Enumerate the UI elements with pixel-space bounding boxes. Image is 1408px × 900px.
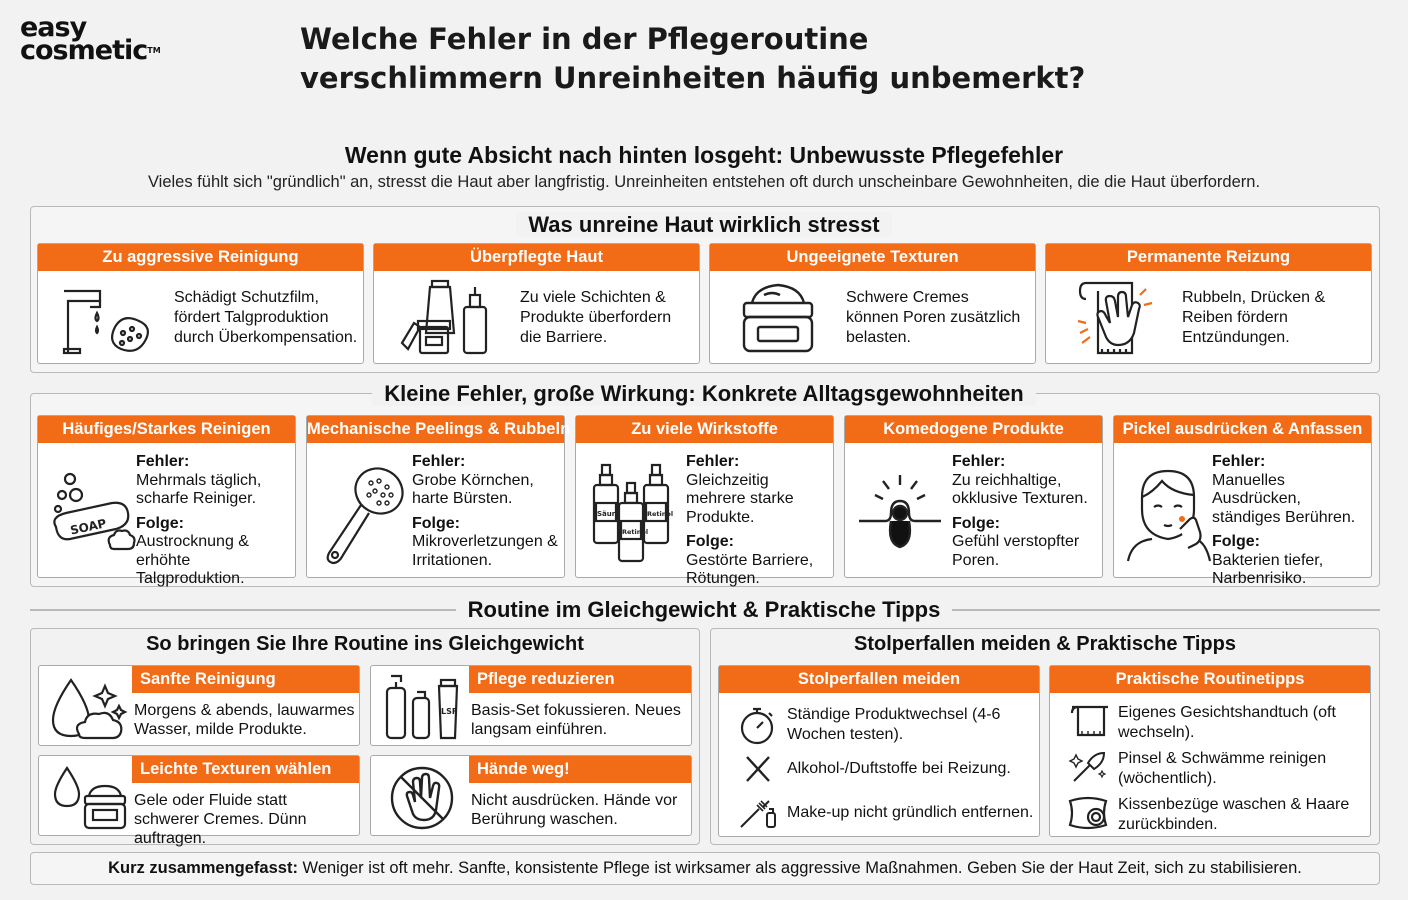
tip-header: Leichte Texturen wählen	[132, 756, 359, 783]
fehler-label: Fehler:	[952, 453, 1006, 470]
habit-card-cleansing	[37, 415, 296, 587]
tip-text: Gele oder Fluide statt schwerer Cremes. Dünn auftragen.	[134, 792, 307, 847]
folge-label: Folge:	[686, 533, 734, 550]
page-title: Welche Fehler in der Pflegeroutine verschlimmern Unreinheiten häufig unbemerkt?	[300, 22, 1086, 95]
pitfall-text: Make-up nicht gründlich entfernen.	[787, 804, 1034, 821]
summary-label: Kurz zusammengefasst:	[108, 859, 298, 877]
stopwatch-icon	[737, 705, 777, 745]
card-text: Schädigt Schutzfilm, fördert Talgproduktion durch Überkompensation.	[174, 289, 358, 346]
fehler-text: Mehrmals täglich, scharfe Reiniger.	[136, 471, 262, 507]
tip-text: Nicht ausdrücken. Hände vor Berührung waschen.	[471, 792, 678, 828]
habit-card-peeling	[306, 415, 571, 578]
fehler-label: Fehler:	[412, 453, 466, 470]
cream-jar-icon	[740, 281, 816, 355]
balance-panel-title: So bringen Sie Ihre Routine ins Gleichgewicht	[146, 633, 584, 655]
serum-label-acid: Säure	[597, 510, 620, 518]
logo-line-2-text: cosmetic	[20, 35, 148, 66]
folge-text: Gestörte Barriere, Rötungen.	[686, 551, 814, 587]
fehler-text: Zu reichhaltige, okklusive Texturen.	[952, 471, 1088, 507]
brand-logo	[20, 12, 161, 66]
card-header: Komedogene Produkte	[845, 416, 1102, 443]
pitfalls-card	[718, 665, 1040, 837]
tip-header: Pflege reduzieren	[469, 666, 691, 693]
face-brush-icon	[321, 461, 407, 567]
soap-label: SOAP	[68, 516, 108, 538]
section-routine-title-text: Routine im Gleichgewicht & Praktische Tipps	[456, 597, 953, 622]
hand-towel-icon	[1072, 277, 1166, 357]
folge-text: Gefühl verstopfter Poren.	[952, 533, 1080, 569]
card-header: Ungeeignete Texturen	[710, 244, 1035, 271]
card-text: Zu viele Schichten & Produkte überfordern die Barriere.	[520, 289, 672, 346]
folge-text: Mikroverletzungen & Irritationen.	[412, 533, 558, 569]
pitfall-text: Ständige Produktwechsel (4-6 Wochen testen).	[787, 706, 1001, 743]
card-header: Mechanische Peelings & Rubbeln	[307, 416, 564, 443]
card-header: Häufiges/Starkes Reinigen	[38, 416, 295, 443]
tip-header: Sanfte Reinigung	[132, 666, 359, 693]
card-header: Pickel ausdrücken & Anfassen	[1114, 416, 1371, 443]
card-text	[412, 453, 562, 570]
habit-card-actives	[575, 415, 834, 587]
stress-card-irritation	[1045, 243, 1372, 364]
tip-text: Basis-Set fokussieren. Neues langsam einführen.	[471, 702, 681, 738]
folge-text: Austrocknung & erhöhte Talgproduktion.	[136, 533, 249, 587]
card-text	[686, 453, 831, 589]
faucet-sponge-icon	[60, 279, 155, 355]
serum-label-retinol-middle: Retinol	[622, 528, 649, 536]
cosmetic-products-icon	[400, 277, 490, 357]
summary-bar	[30, 852, 1380, 885]
tip-gentle-cleansing	[38, 665, 360, 746]
pitfall-text: Alkohol-/Duftstoffe bei Reizung.	[787, 760, 1011, 777]
card-header: Praktische Routinetipps	[1050, 666, 1370, 693]
card-header: Zu aggressive Reinigung	[38, 244, 363, 271]
card-header: Überpflegte Haut	[374, 244, 699, 271]
section-stress-title	[0, 212, 1408, 238]
routine-tip-text: Eigenes Gesichtshandtuch (oft wechseln).	[1118, 704, 1336, 741]
card-text	[136, 453, 296, 589]
no-hands-icon	[387, 764, 457, 832]
habit-card-comedogenic	[844, 415, 1103, 578]
section-routine-title	[0, 597, 1408, 623]
drop-jar-icon	[51, 764, 131, 832]
section-habits-title	[0, 381, 1408, 407]
folge-label: Folge:	[412, 514, 460, 532]
card-text: Rubbeln, Drücken & Reiben fördern Entzündungen.	[1182, 289, 1326, 346]
folge-text: Bakterien tiefer, Narbenrisiko.	[1212, 551, 1324, 587]
fehler-label: Fehler:	[686, 453, 740, 470]
summary-text: Weniger ist oft mehr. Sanfte, konsistente Pflege ist wirksamer als aggressive Maßnahmen. Geben Sie der Haut Zeit, sich zu stabilisieren.	[297, 859, 1302, 877]
towel-icon	[1068, 703, 1112, 739]
card-header: Zu viele Wirkstoffe	[576, 416, 833, 443]
folge-label: Folge:	[136, 514, 184, 532]
basic-set-icon	[383, 672, 463, 742]
tip-light-textures	[38, 755, 360, 847]
section-stress-title-text: Was unreine Haut wirklich stresst	[516, 212, 891, 237]
face-touch-icon	[1120, 467, 1212, 563]
card-text	[1212, 453, 1372, 589]
card-text: Schwere Cremes können Poren zusätzlich belasten.	[846, 289, 1021, 346]
pillow-icon	[1066, 795, 1112, 833]
soap-icon	[48, 471, 138, 555]
fehler-text: Manuelles Ausdrücken, ständiges Berühren.	[1212, 471, 1356, 526]
logo-line-2	[20, 35, 161, 66]
mascara-icon	[737, 795, 781, 831]
stress-card-textures	[709, 243, 1036, 364]
tip-hands-off	[370, 755, 692, 836]
fehler-label: Fehler:	[136, 453, 190, 470]
section-habits-title-text: Kleine Fehler, große Wirkung: Konkrete Alltagsgewohnheiten	[372, 381, 1036, 406]
logo-tm: TM	[147, 46, 161, 55]
pitfalls-panel-title: Stolperfallen meiden & Praktische Tipps	[854, 633, 1236, 655]
tip-header: Hände weg!	[469, 756, 691, 783]
routine-tips-card	[1049, 665, 1371, 837]
fehler-label: Fehler:	[1212, 453, 1266, 470]
tip-text: Morgens & abends, lauwarmes Wasser, milde Produkte.	[134, 702, 355, 738]
card-header: Permanente Reizung	[1046, 244, 1371, 271]
fehler-text: Grobe Körnchen, harte Bürsten.	[412, 471, 534, 507]
serum-label-retinol-right: Retinol	[647, 510, 674, 518]
card-header: Stolperfallen meiden	[719, 666, 1039, 693]
clogged-pore-icon	[855, 473, 945, 553]
stress-card-over-care	[373, 243, 700, 364]
stress-card-aggressive-cleaning	[37, 243, 364, 364]
subheadline: Wenn gute Absicht nach hinten losgeht: Unbewusste Pflegefehler	[344, 142, 1064, 168]
water-foam-icon	[49, 672, 129, 742]
folge-label: Folge:	[952, 514, 1000, 532]
routine-tip-text: Pinsel & Schwämme reinigen (wöchentlich).	[1118, 750, 1327, 787]
tip-reduce-care	[370, 665, 692, 746]
folge-label: Folge:	[1212, 533, 1260, 550]
routine-tip-text: Kissenbezüge waschen & Haare zurückbinden.	[1118, 796, 1350, 833]
logo-line-1: easy	[20, 12, 87, 43]
intro-text: Vieles fühlt sich "gründlich" an, stresst die Haut aber langfristig. Unreinheiten entstehen oft durch unscheinbare Gewohnheiten, die die Haut überfordern.	[147, 173, 1261, 191]
fehler-text: Gleichzeitig mehrere starke Produkte.	[686, 471, 794, 526]
habit-card-touching	[1113, 415, 1372, 587]
sunscreen-label: LSF	[441, 707, 458, 716]
brush-icon	[1068, 749, 1112, 785]
card-text	[952, 453, 1102, 570]
serum-bottles-icon	[590, 461, 676, 567]
cross-icon	[739, 753, 779, 787]
